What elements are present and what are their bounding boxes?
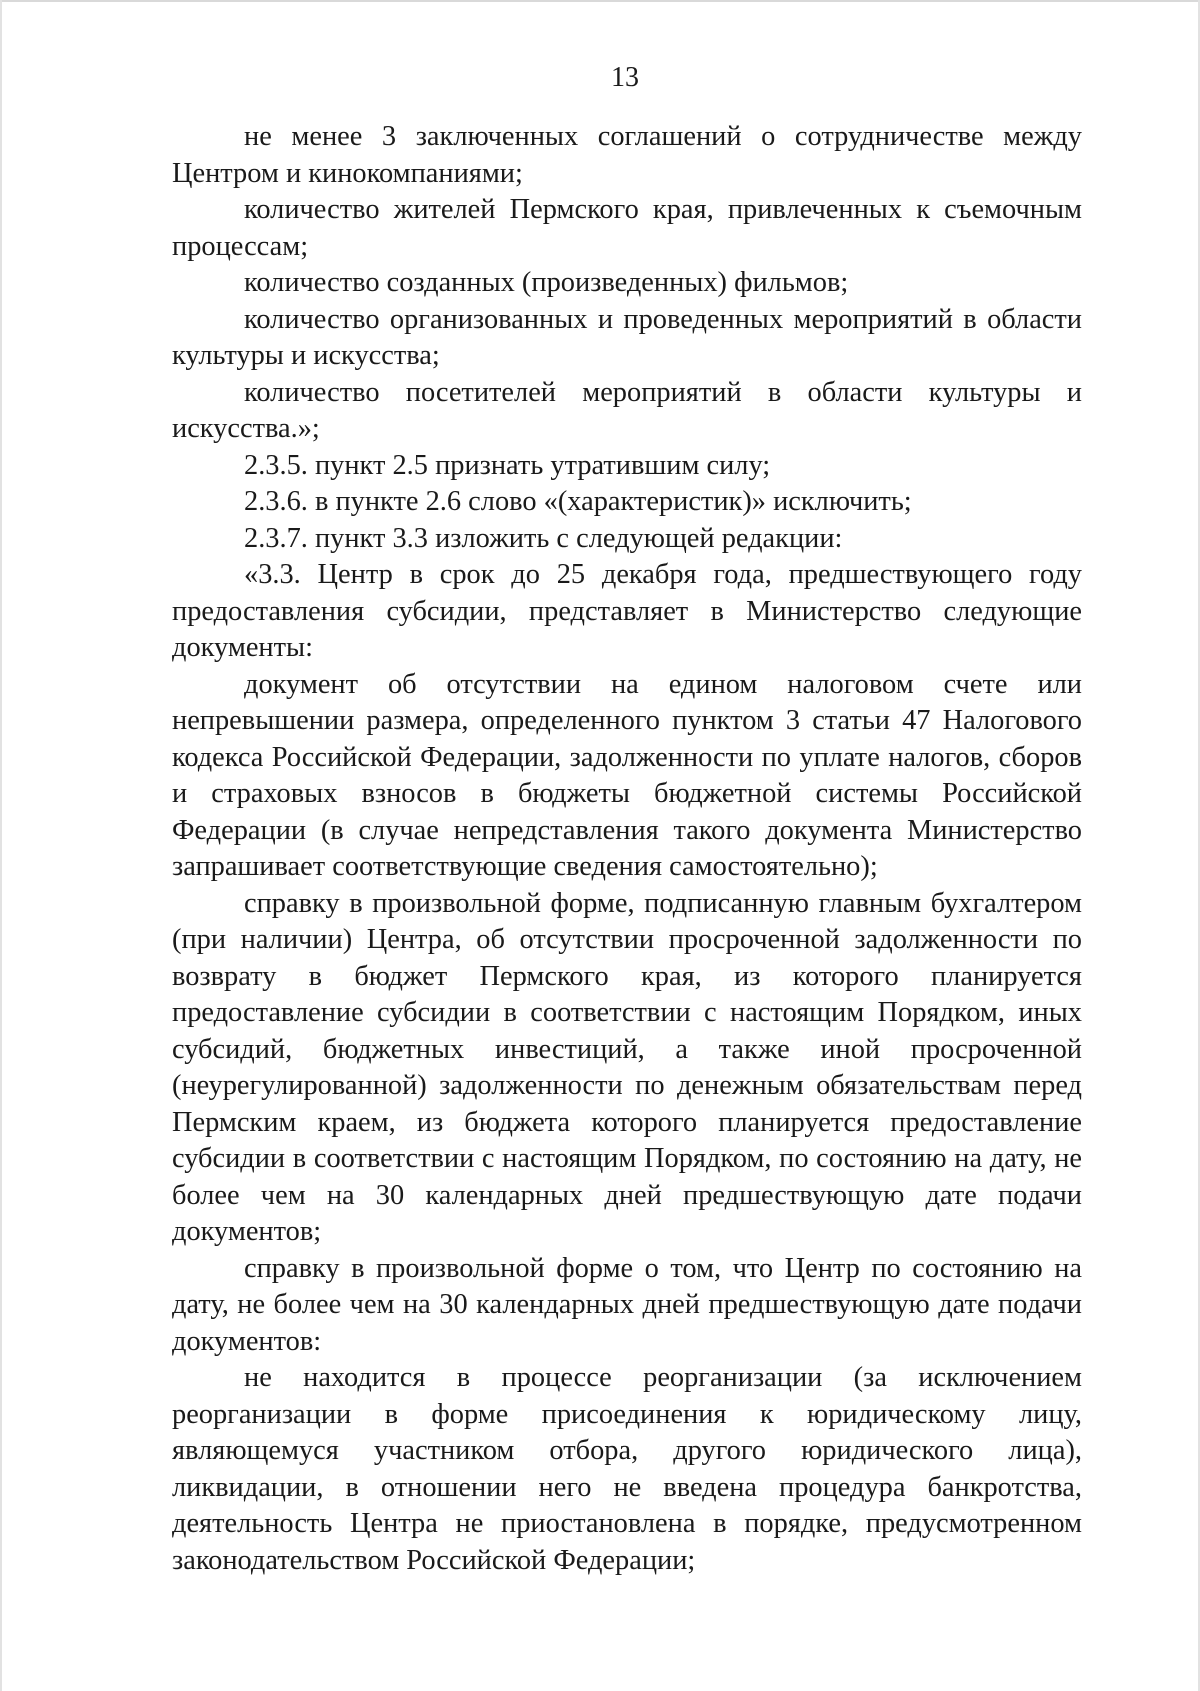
paragraph-agreements: не менее 3 заключенных соглашений о сотрудничестве между Центром и кинокомпаниями; (172, 121, 1082, 189)
paragraph-2-3-7: 2.3.7. пункт 3.3 изложить с следующей редакции: (244, 522, 843, 554)
paragraph-2-3-5: 2.3.5. пункт 2.5 признать утратившим силу; (244, 449, 771, 481)
paragraph-2-3-6: 2.3.6. в пункте 2.6 слово «(характеристик)» исключить; (244, 486, 912, 517)
paragraph-events-count: количество организованных и проведенных мероприятий в области культуры и искусства; (172, 303, 1082, 371)
paragraph-accountant-certificate: справку в произвольной форме, подписанную главным бухгалтером (при наличии) Центра, об отсутствии просроченной задолженности по возврату в бюджет Пермского края, из которого планируется предоставление субсидии в соответствии с настоящим Порядком, иных субсидий, бюджетных инвестиций, а также иной просроченной (неурегулированной) задолженности по денежным обязательствам перед Пермским краем, из бюджета которого планируется предоставление субсидии в соответствии с настоящим Порядком, по состоянию на дату, не более чем на 30 календарных дней предшествующую дате подачи документов; (172, 887, 1082, 1247)
paragraph-3-3: «3.3. Центр в срок до 25 декабря года, предшествующего году предоставления субсидии, представляет в Министерство следующие документы: (172, 559, 1082, 663)
page-edge-left (0, 0, 2, 1691)
paragraph-films-count: количество созданных (произведенных) фильмов; (244, 267, 849, 298)
document-body (172, 119, 1082, 1579)
paragraph-status-certificate: справку в произвольной форме о том, что Центр по состоянию на дату, не более чем на 30 календарных дней предшествующую дате подачи документов: (172, 1252, 1082, 1357)
paragraph-residents-count: количество жителей Пермского края, привлеченных к съемочным процессам; (172, 194, 1082, 262)
paragraph-visitors-count: количество посетителей мероприятий в области культуры и искусства.»; (172, 376, 1082, 444)
paragraph-tax-document: документ об отсутствии на едином налоговом счете или непревышении размера, определенного пунктом 3 статьи 47 Налогового кодекса Российской Федерации, задолженности по уплате налогов, сборов и страховых взносов в бюджеты бюджетной системы Российской Федерации (в случае непредставления такого документа Министерство запрашивает соответствующие сведения самостоятельно); (172, 668, 1082, 882)
page-edge-top (0, 0, 1200, 2)
page-number: 13 (611, 62, 639, 93)
paragraph-reorganization: не находится в процессе реорганизации (за исключением реорганизации в форме присоединения к юридическому лицу, являющемуся участником отбора, другого юридического лица), ликвидации, в отношении него не введена процедура банкротства, деятельность Центра не приостановлена в порядке, предусмотренном законодательством Российской Федерации; (172, 1362, 1082, 1576)
